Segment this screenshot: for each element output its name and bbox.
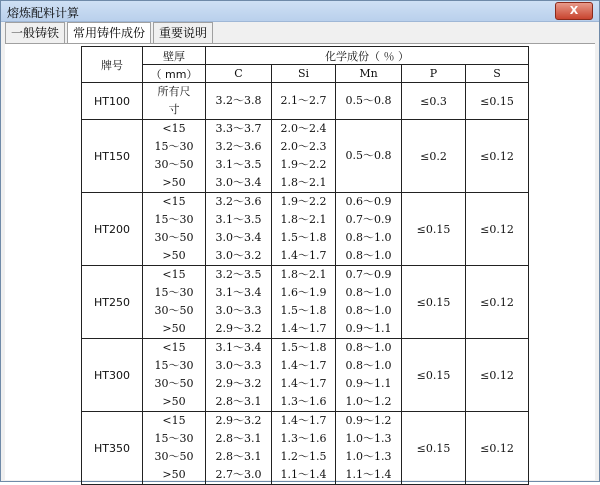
table-row (82, 339, 529, 412)
cell-line: <15 (162, 268, 186, 281)
cell-c (206, 339, 272, 412)
cell-line: 1.3～1.6 (280, 432, 327, 445)
cell-line: 2.9～3.2 (215, 414, 262, 427)
cell-line: 1.9～2.2 (280, 158, 327, 171)
cell-line: 30～50 (154, 158, 194, 171)
cell-line: 0.6～0.9 (345, 195, 392, 208)
header-thickness-line1: 壁厚 (143, 47, 206, 65)
cell-line: >50 (162, 249, 186, 262)
cell-si (272, 83, 336, 120)
cell-mn (336, 266, 402, 339)
cell-mn (336, 83, 402, 120)
cell-line: 3.1～3.4 (215, 341, 262, 354)
cell-line: 3.0～3.3 (215, 304, 262, 317)
cell-line: 3.1～3.5 (215, 213, 262, 226)
cell-line: >50 (162, 395, 186, 408)
cell-line: 2.8～3.1 (215, 432, 262, 445)
cell-line: >50 (162, 176, 186, 189)
cell-p: ≤0.3 (402, 83, 466, 120)
cell-line: 0.7～0.9 (345, 268, 392, 281)
cell-line: >50 (162, 322, 186, 335)
window-title: 熔炼配料计算 (7, 6, 80, 20)
cell-mn (336, 120, 402, 193)
cell-si (272, 120, 336, 193)
cell-s: ≤0.12 (466, 339, 529, 412)
cell-line: 2.8～3.1 (215, 395, 262, 408)
cell-line: 1.8～2.1 (280, 213, 327, 226)
tab-strip (5, 23, 215, 43)
cell-line: 0.8～1.0 (345, 249, 392, 262)
cell-line: 3.2～3.5 (215, 268, 262, 281)
cell-grade: HT250 (82, 266, 143, 339)
cell-line: 寸 (168, 103, 180, 116)
cell-thickness (143, 339, 206, 412)
cell-line: 1.2～1.5 (280, 450, 327, 463)
cell-line: 15～30 (154, 213, 194, 226)
cell-line: 30～50 (154, 377, 194, 390)
cell-line: 1.4～1.7 (280, 414, 327, 427)
cell-line: 0.5～0.8 (345, 94, 392, 107)
cell-si (272, 339, 336, 412)
cell-s: ≤0.15 (466, 83, 529, 120)
header-element-mn: Mn (336, 65, 402, 83)
cell-line: <15 (162, 195, 186, 208)
cell-line: 1.3～1.6 (280, 395, 327, 408)
cell-line: 2.0～2.3 (280, 140, 327, 153)
cell-line: 2.9～3.2 (215, 322, 262, 335)
cell-line: 15～30 (154, 432, 194, 445)
cell-grade: HT350 (82, 412, 143, 485)
cell-line: 15～30 (154, 140, 194, 153)
cell-mn (336, 339, 402, 412)
cell-c (206, 193, 272, 266)
cell-line: <15 (162, 341, 186, 354)
cell-thickness (143, 120, 206, 193)
cell-thickness (143, 193, 206, 266)
cell-s: ≤0.12 (466, 266, 529, 339)
cell-line: 0.9～1.2 (345, 414, 392, 427)
cell-line: 0.8～1.0 (345, 341, 392, 354)
cell-line: 3.0～3.3 (215, 359, 262, 372)
cell-si (272, 266, 336, 339)
cell-line: 0.8～1.0 (345, 231, 392, 244)
header-element-si: Si (272, 65, 336, 83)
tab-general-cast-iron[interactable]: 一般铸铁 (5, 22, 65, 43)
header-element-c: C (206, 65, 272, 83)
cell-line: 0.5～0.8 (345, 149, 392, 162)
cell-p: ≤0.2 (402, 120, 466, 193)
cell-line: 2.7～3.0 (215, 468, 262, 481)
cell-si (272, 412, 336, 485)
cell-line: 3.0～3.2 (215, 249, 262, 262)
cell-line: 3.2～3.6 (215, 195, 262, 208)
cell-line: 15～30 (154, 359, 194, 372)
cell-s: ≤0.12 (466, 120, 529, 193)
cell-line: 1.5～1.8 (280, 304, 327, 317)
composition-table (81, 46, 529, 485)
cell-p: ≤0.15 (402, 266, 466, 339)
tab-common-castings-composition[interactable]: 常用铸件成份 (67, 22, 151, 43)
cell-line: 3.0～3.4 (215, 231, 262, 244)
cell-line: 1.9～2.2 (280, 195, 327, 208)
cell-line: 0.8～1.0 (345, 304, 392, 317)
cell-c (206, 412, 272, 485)
cell-line: 1.0～1.2 (345, 395, 392, 408)
cell-line: 1.1～1.4 (345, 468, 392, 481)
cell-line: 15～30 (154, 286, 194, 299)
cell-line: 1.6～1.9 (280, 286, 327, 299)
cell-si (272, 193, 336, 266)
cell-line: 2.0～2.4 (280, 122, 327, 135)
cell-line: 2.8～3.1 (215, 450, 262, 463)
cell-mn (336, 412, 402, 485)
header-element-p: P (402, 65, 466, 83)
cell-line: 0.9～1.1 (345, 377, 392, 390)
cell-line: 2.1～2.7 (280, 94, 327, 107)
cell-line: 1.1～1.4 (280, 468, 327, 481)
cell-grade: HT300 (82, 339, 143, 412)
cell-line: 所有尺 (157, 85, 191, 98)
cell-line: 1.5～1.8 (280, 231, 327, 244)
table-row (82, 83, 529, 120)
cell-thickness (143, 412, 206, 485)
cell-line: 0.8～1.0 (345, 359, 392, 372)
cell-line: <15 (162, 122, 186, 135)
cell-line: 1.4～1.7 (280, 377, 327, 390)
cell-line: 3.2～3.6 (215, 140, 262, 153)
cell-line: 30～50 (154, 231, 194, 244)
close-button[interactable]: X (555, 2, 593, 20)
table-row (82, 193, 529, 266)
title-bar[interactable] (1, 1, 599, 22)
cell-thickness (143, 266, 206, 339)
header-thickness-line2: （ mm） (143, 65, 206, 83)
cell-line: 2.9～3.2 (215, 377, 262, 390)
cell-line: 3.2～3.8 (215, 94, 262, 107)
cell-line: 1.0～1.3 (345, 450, 392, 463)
tab-important-notes[interactable]: 重要说明 (153, 22, 213, 43)
cell-grade: HT200 (82, 193, 143, 266)
cell-p: ≤0.15 (402, 412, 466, 485)
table-row (82, 412, 529, 485)
cell-mn (336, 193, 402, 266)
cell-grade: HT100 (82, 83, 143, 120)
cell-c (206, 266, 272, 339)
header-composition: 化学成份（ ％ ） (206, 47, 529, 65)
cell-line: 30～50 (154, 450, 194, 463)
cell-line: 30～50 (154, 304, 194, 317)
cell-thickness (143, 83, 206, 120)
cell-line: 0.8～1.0 (345, 286, 392, 299)
cell-line: 0.9～1.1 (345, 322, 392, 335)
cell-line: 3.3～3.7 (215, 122, 262, 135)
cell-grade: HT150 (82, 120, 143, 193)
cell-line: 1.5～1.8 (280, 341, 327, 354)
cell-p: ≤0.15 (402, 193, 466, 266)
cell-line: 1.4～1.7 (280, 322, 327, 335)
cell-line: 0.7～0.9 (345, 213, 392, 226)
cell-line: 1.8～2.1 (280, 268, 327, 281)
table-row (82, 266, 529, 339)
cell-line: <15 (162, 414, 186, 427)
cell-p: ≤0.15 (402, 339, 466, 412)
cell-c (206, 83, 272, 120)
cell-line: 1.0～1.3 (345, 432, 392, 445)
cell-line: 1.8～2.1 (280, 176, 327, 189)
header-grade: 牌号 (82, 47, 143, 83)
cell-s: ≤0.12 (466, 412, 529, 485)
cell-line: 1.4～1.7 (280, 359, 327, 372)
cell-s: ≤0.12 (466, 193, 529, 266)
cell-line: 3.0～3.4 (215, 176, 262, 189)
tab-content-panel (5, 43, 595, 480)
table-row (82, 120, 529, 193)
cell-line: >50 (162, 468, 186, 481)
cell-line: 3.1～3.5 (215, 158, 262, 171)
cell-c (206, 120, 272, 193)
cell-line: 1.4～1.7 (280, 249, 327, 262)
header-element-s: S (466, 65, 529, 83)
cell-line: 3.1～3.4 (215, 286, 262, 299)
